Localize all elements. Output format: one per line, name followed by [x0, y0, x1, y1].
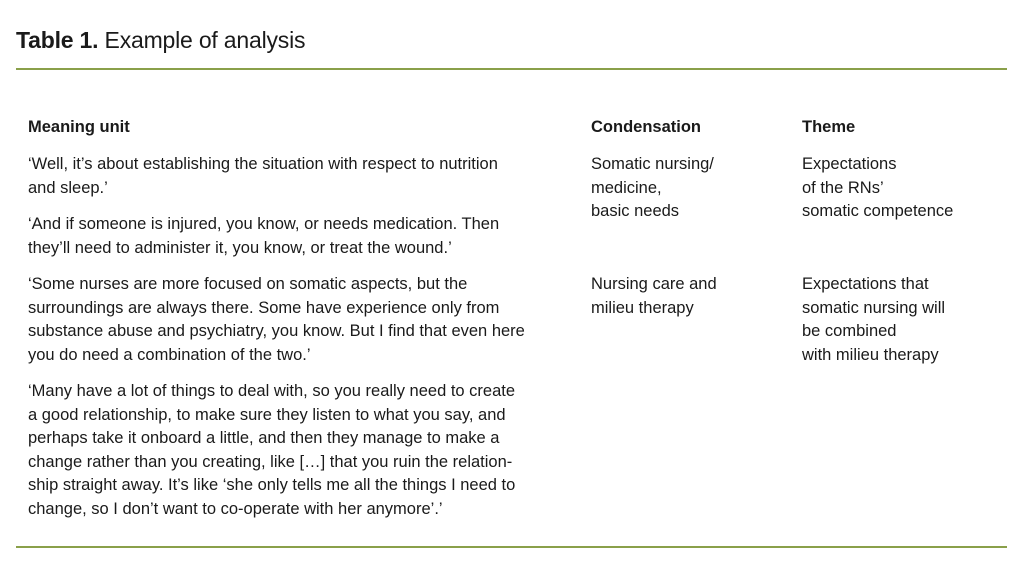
- text-line: basic needs: [591, 202, 680, 220]
- text-line: you do need a combination of the two.’: [28, 345, 311, 364]
- text-line: change, so I don’t want to co-operate with her anymore’.’: [28, 499, 443, 518]
- text-line: ‘Some nurses are more focused on somatic aspects, but the: [28, 275, 468, 293]
- condensation-cell: [591, 153, 714, 224]
- text-line: surroundings are always there. Some have experience only from: [28, 298, 500, 317]
- text-line: change rather than you creating, like […] that you ruin the relation-: [28, 452, 513, 471]
- text-line: Nursing care and: [591, 275, 717, 293]
- text-line: perhaps take it onboard a little, and then they manage to make a: [28, 429, 500, 447]
- meaning-unit-cell: [28, 153, 498, 200]
- text-line: substance abuse and psychiatry, you know. But I find that even here: [28, 322, 525, 340]
- table-label: Table 1.: [16, 27, 99, 53]
- text-line: with milieu therapy: [802, 345, 939, 364]
- meaning-unit-cell: [28, 213, 499, 260]
- text-line: they’ll need to administer it, you know, or treat the wound.’: [28, 238, 452, 257]
- theme-cell: [802, 273, 945, 367]
- text-line: medicine,: [591, 178, 662, 197]
- text-line: ‘Well, it’s about establishing the situation with respect to nutrition: [28, 155, 498, 173]
- meaning-unit-cell: [28, 380, 515, 521]
- text-line: ‘And if someone is injured, you know, or needs medication. Then: [28, 215, 500, 233]
- table-caption-text: Example of analysis: [104, 27, 306, 53]
- condensation-cell: [591, 273, 717, 320]
- text-line: Somatic nursing/: [591, 155, 714, 173]
- meaning-unit-cell: [28, 273, 525, 367]
- text-line: ‘Many have a lot of things to deal with, so you really need to create: [28, 382, 516, 400]
- theme-cell: [802, 153, 953, 224]
- text-line: ship straight away. It’s like ‘she only tells me all the things I need to: [28, 476, 516, 494]
- text-line: and sleep.’: [28, 178, 108, 197]
- top-rule: [16, 68, 1007, 70]
- text-line: Expectations that: [802, 275, 929, 293]
- header-theme: Theme: [802, 118, 856, 136]
- bottom-rule: [16, 546, 1007, 548]
- header-meaning-unit: Meaning unit: [28, 118, 130, 136]
- header-condensation: Condensation: [591, 118, 701, 136]
- text-line: of the RNs’: [802, 178, 884, 197]
- text-line: Expectations: [802, 155, 897, 173]
- text-line: be combined: [802, 322, 897, 340]
- text-line: somatic competence: [802, 202, 954, 220]
- table-caption: [16, 26, 305, 54]
- text-line: somatic nursing will: [802, 298, 946, 317]
- text-line: a good relationship, to make sure they listen to what you say, and: [28, 405, 506, 424]
- text-line: milieu therapy: [591, 298, 694, 317]
